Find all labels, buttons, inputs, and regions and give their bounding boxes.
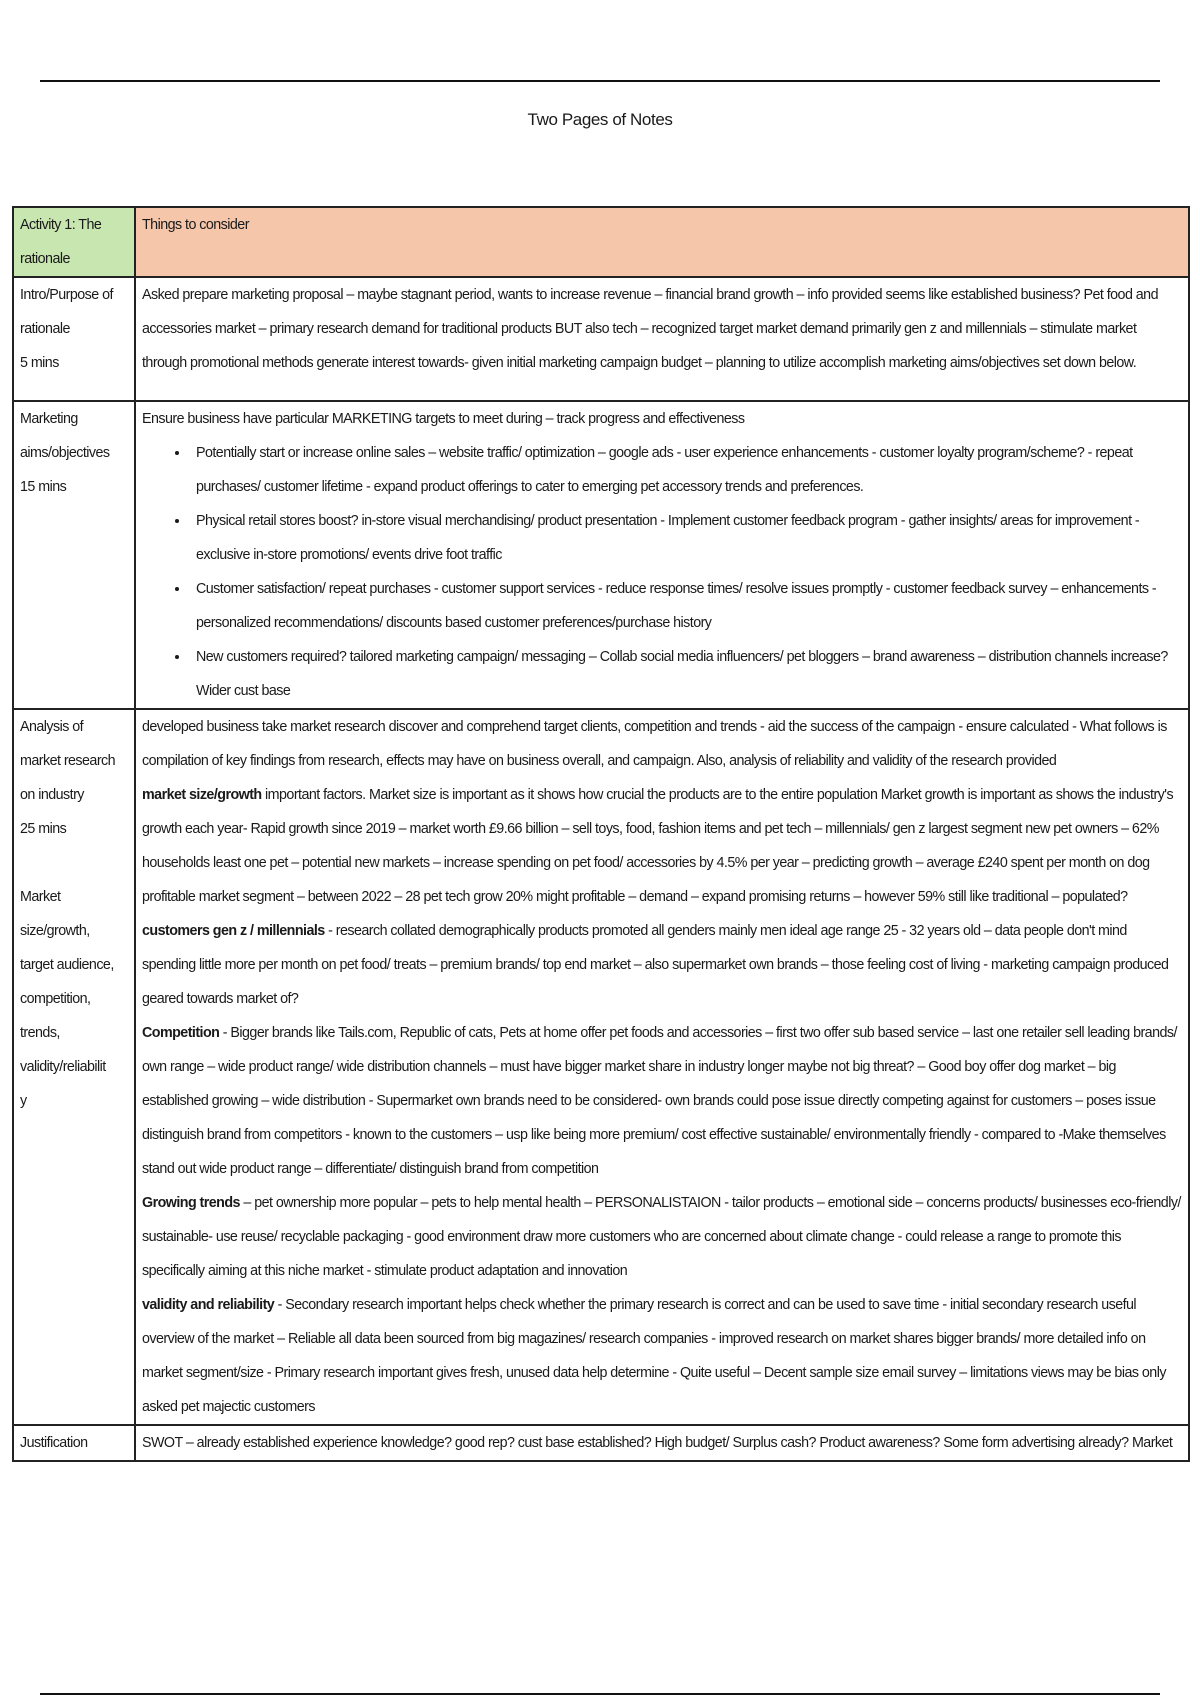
aims-label-line: aims/objectives [20,445,110,461]
section-heading: market size/growth [142,787,262,803]
notes-table [12,206,1190,1462]
section-text: - research collated demographically products promoted all genders mainly men ideal age range 25 - 32 years old – data people don't mind spending little more per month on pet food/ treats – premium brands/ top end market – also supermarket own brands – those feeling cost of living - marketing campaign produced geared towards market of? [142,923,1169,1007]
analysis-intro-text: developed business take market research discover and comprehend target clients, competition and trends - aid the success of the campaign - ensure calculated - What follows is compilation of key findings from research, effects may have on business overall, and campaign. Also, analysis of reliability and validity of the research provided [142,719,1167,769]
analysis-section-competition [142,1016,1182,1186]
aims-bullet: • Customer satisfaction/ repeat purchases - customer support services - reduce response times/ resolve issues promptly - customer feedback survey – enhancements - personalized recommendations/ discounts based customer preferences/purchase history [190,572,1182,640]
section-text: – pet ownership more popular – pets to help mental health – PERSONALISTAION - tailor products – emotional side – concerns products/ businesses eco-friendly/ sustainable- use reuse/ recyclable packaging - good environment draw more customers who are concerned about climate change - could release a range to promote this specifically aiming at this niche market - stimulate product adaptation and innovation [142,1195,1181,1279]
section-text: - Secondary research important helps check whether the primary research is correct and can be used to save time - initial secondary research useful overview of the market – Reliable all data been sourced from big magazines/ research companies - improved research on market shares bigger brands/ more detailed info on market segment/size - Primary research important gives fresh, unused data help determine - Quite useful – Decent sample size email survey – limitations views may be bias only asked pet majectic customers [142,1297,1166,1415]
section-heading: customers gen z / millennials [142,923,325,939]
aims-intro-text: Ensure business have particular MARKETING targets to meet during – track progress and effectiveness [142,411,745,427]
analysis-section-market-size [142,778,1182,914]
aims-bullet: • New customers required? tailored marketing campaign/ messaging – Collab social media influencers/ pet bloggers – brand awareness – distribution channels increase? Wider cust base [190,640,1182,708]
justification-text: SWOT – already established experience knowledge? good rep? cust base established? High budget/ Surplus cash? Product awareness? Some form advertising already? Market [142,1435,1173,1451]
label-spacer [20,846,128,880]
section-text: important factors. Market size is important as it shows how crucial the products are to the entire population Market growth is important as shows the industry's growth each year- Rapid growth since 2019 – market worth £9.66 billion – sell toys, food, fashion items and pet tech – millennials/ gen z largest segment new pet owners – 62% households least one pet – potential new markets – increase spending on pet food/ accessories by 4.5% per year – predicting growth – average £240 spent per month on dog profitable market segment – between 2022 – 28 pet tech grow 20% might profitable – demand – expand promising returns – however 59% still like traditional – populated? [142,787,1174,905]
section-heading: Competition [142,1025,220,1041]
activity-header-label: Activity 1: The rationale [20,217,102,267]
header-row [13,207,1189,277]
section-heading: Growing trends [142,1195,240,1211]
bottom-rule [40,1693,1160,1695]
aims-label-cell [13,401,135,709]
aims-label-line: 15 mins [20,479,67,495]
analysis-label-line: market research [20,753,116,769]
analysis-section-validity [142,1288,1182,1424]
justification-row [13,1425,1189,1461]
analysis-section-customers [142,914,1182,1016]
aims-text-cell [135,401,1189,709]
analysis-sublabel-line: y [20,1093,27,1109]
justification-text-cell [135,1425,1189,1461]
aims-row [13,401,1189,709]
intro-label-cell [13,277,135,401]
intro-label-line: Intro/Purpose of [20,287,113,303]
intro-text-cell [135,277,1189,401]
analysis-label-line: on industry [20,787,84,803]
justification-label-cell [13,1425,135,1461]
analysis-sublabel-line: trends, [20,1025,60,1041]
analysis-sublabel-line: target audience, [20,957,114,973]
things-to-consider-label: Things to consider [142,217,249,233]
document-title: Two Pages of Notes [527,110,673,129]
section-text: - Bigger brands like Tails.com, Republic of cats, Pets at home offer pet foods and accessories – first two offer sub based service – last one retailer sell leading brands/ own range – wide product range/ wide distribution channels – must have bigger market share in industry longer maybe not big threat? – Good boy offer dog market – big established growing – wide distribution - Supermarket own brands need to be considered- own brands could pose issue directly competing against for customers – poses issue distinguish brand from competitors - known to the customers – usp like being more premium/ cost effective sustainable/ environmentally friendly - compared to -Make themselves stand out wide product range – differentiate/ distinguish brand from competition [142,1025,1177,1177]
analysis-sublabel-line: Market [20,889,61,905]
top-rule [40,80,1160,82]
analysis-label-cell [13,709,135,1425]
analysis-label-line: 25 mins [20,821,67,837]
analysis-row [13,709,1189,1425]
analysis-sublabel-line: competition, [20,991,91,1007]
things-to-consider-header-cell [135,207,1189,277]
justification-label: Justification [20,1435,88,1451]
activity-header-cell [13,207,135,277]
aims-label-line: Marketing [20,411,78,427]
analysis-section-trends [142,1186,1182,1288]
analysis-label-line: Analysis of [20,719,84,735]
intro-label-line: 5 mins [20,355,59,371]
intro-label-line: rationale [20,321,70,337]
intro-row [13,277,1189,401]
analysis-sublabel-line: size/growth, [20,923,90,939]
aims-bullet-list [142,436,1182,708]
aims-bullet: • Potentially start or increase online sales – website traffic/ optimization – google ads - user experience enhancements - customer loyalty program/scheme? - repeat purchases/ customer lifetime - expand product offerings to cater to emerging pet accessory trends and preferences. [190,436,1182,504]
analysis-text-cell [135,709,1189,1425]
aims-bullet: • Physical retail stores boost? in-store visual merchandising/ product presentation - Implement customer feedback program - gather insights/ areas for improvement - exclusive in-store promotions/ events drive foot traffic [190,504,1182,572]
section-heading: validity and reliability [142,1297,275,1313]
analysis-sublabel-line: validity/reliabilit [20,1059,106,1075]
intro-text: Asked prepare marketing proposal – maybe stagnant period, wants to increase revenue – financial brand growth – info provided seems like established business? Pet food and accessories market – primary research demand for traditional products BUT also tech – recognized target market demand primarily gen z and millennials – stimulate market through promotional methods generate interest towards- given initial marketing campaign budget – planning to utilize accomplish marketing aims/objectives set down below. [142,287,1158,371]
